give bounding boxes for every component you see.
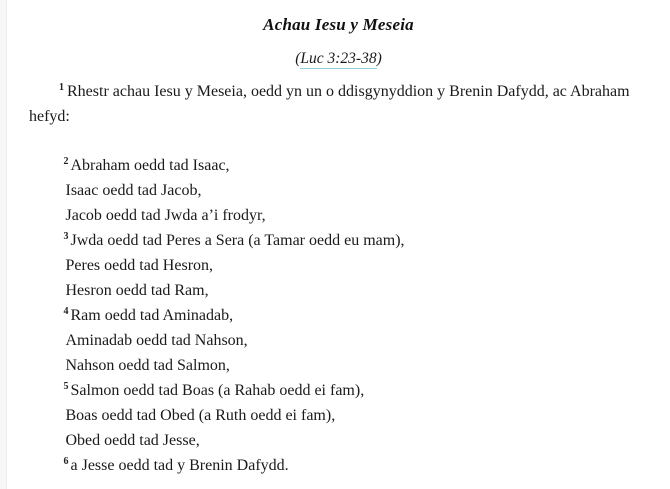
verse-text: a Jesse oedd tad y Brenin Dafydd. [70, 457, 289, 474]
list-item [29, 253, 648, 278]
verse-text: Jacob oedd tad Jwda a’i frodyr, [65, 207, 266, 224]
verse-number: 4 [63, 305, 69, 317]
verse-text: Boas oedd tad Obed (a Ruth oedd ei fam), [65, 407, 336, 424]
verse-text: Obed oedd tad Jesse, [65, 432, 200, 449]
verse-text: Peres oedd tad Hesron, [65, 257, 214, 274]
list-item [29, 203, 648, 228]
verse-text: Ram oedd tad Aminadab, [70, 307, 234, 324]
verse-number: 5 [63, 380, 69, 392]
intro-text: Rhestr achau Iesu y Meseia, oedd yn un o ddisgynyddion y Brenin Dafydd, ac Abraham hefyd: [29, 83, 630, 125]
list-item [29, 353, 648, 378]
verse-text: Jwda oedd tad Peres a Sera (a Tamar oedd eu mam), [70, 232, 405, 249]
verse-number: 1 [59, 81, 64, 93]
genealogy-list [29, 153, 648, 478]
verse-number: 3 [63, 230, 69, 242]
document-content [7, 0, 670, 489]
verse-text: Salmon oedd tad Boas (a Rahab oedd ei fam), [70, 382, 365, 399]
verse-text: Isaac oedd tad Jacob, [65, 182, 202, 199]
list-item [29, 153, 648, 178]
list-item [29, 228, 648, 253]
reference-link[interactable]: Luc 3:23-38 [300, 50, 377, 67]
reference-open-paren: ( [295, 50, 301, 67]
list-item [29, 403, 648, 428]
verse-number: 2 [63, 155, 69, 167]
list-item [29, 453, 648, 478]
list-item [29, 178, 648, 203]
list-item [29, 378, 648, 403]
verse-text: Hesron oedd tad Ram, [65, 282, 209, 299]
list-item [29, 428, 648, 453]
page-title: Achau Iesu y Meseia [263, 15, 414, 34]
verse-text: Nahson oedd tad Salmon, [65, 357, 230, 374]
intro-paragraph [29, 79, 648, 129]
list-item [29, 278, 648, 303]
left-gutter-rule [0, 0, 7, 489]
list-item [29, 303, 648, 328]
list-item [29, 328, 648, 353]
verse-text: Abraham oedd tad Isaac, [70, 157, 230, 174]
verse-number: 6 [63, 455, 69, 467]
passage-reference [29, 50, 648, 68]
reference-close-paren: ) [376, 50, 382, 67]
verse-text: Aminadab oedd tad Nahson, [65, 332, 248, 349]
